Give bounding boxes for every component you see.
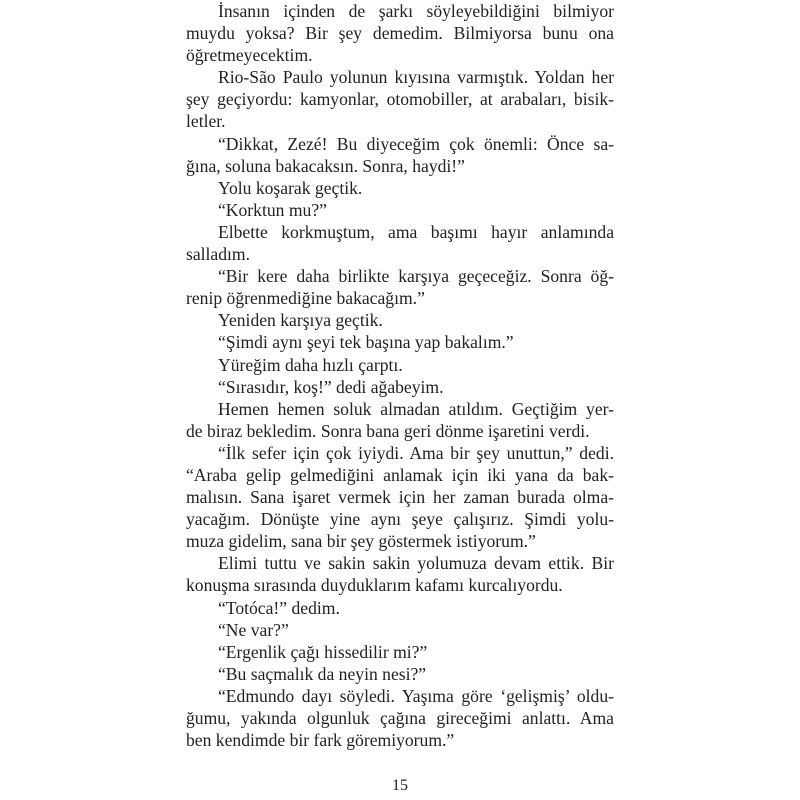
text-line: şey geçiyordu: kamyonlar, otomobiller, at arabaları, bisik- <box>186 89 614 110</box>
text-line: “Sırasıdır, koş!” dedi ağabeyim. <box>218 376 444 397</box>
text-line: “Bu saçmalık da neyin nesi?” <box>218 663 427 684</box>
text-line: “Bir kere daha birlikte karşıya geçeceğiz. Sonra öğ- <box>218 266 614 287</box>
text-line: letler. <box>186 111 226 132</box>
text-line: “Totóca!” dedim. <box>218 597 340 618</box>
text-line: konuşma sırasında duyduklarım kafamı kurcalıyordu. <box>186 575 563 596</box>
text-line: Yüreğim daha hızlı çarptı. <box>218 354 403 375</box>
text-line: “İlk sefer için çok iyiydi. Ama bir şey unuttun,” dedi. <box>218 442 614 463</box>
book-page <box>186 0 614 800</box>
text-line: “Ergenlik çağı hissedilir mi?” <box>218 641 428 662</box>
text-line: ben kendimde bir fark göremiyorum.” <box>186 730 455 751</box>
text-line: renip öğrenmediğine bakacağım.” <box>186 288 425 309</box>
text-line: salladım. <box>186 244 251 265</box>
text-line: “Ne var?” <box>218 619 289 640</box>
text-line: Elbette korkmuştum, ama başımı hayır anlamında <box>218 221 614 242</box>
text-line: “Dikkat, Zezé! Bu diyeceğim çok önemli: Önce sa- <box>218 133 614 154</box>
page-number: 15 <box>392 777 408 794</box>
text-line: İnsanın içinden de şarkı söyleyebildiğini bilmiyor <box>218 1 614 21</box>
body-text <box>186 0 614 751</box>
text-line: öğretmeyecektim. <box>186 45 313 66</box>
text-line: muza gidelim, sana bir şey göstermek istiyorum.” <box>186 531 536 552</box>
text-line: ğumu, yakında olgunluk çağına gireceğimi anlattı. Ama <box>186 708 614 728</box>
text-line: “Şimdi aynı şeyi tek başına yap bakalım.” <box>218 332 514 353</box>
text-line: muydu yoksa? Bir şey demedim. Bilmiyorsa bunu ona <box>186 23 614 44</box>
text-line: Hemen hemen soluk almadan atıldım. Geçtiğim yer- <box>218 398 614 419</box>
text-line: “Edmundo dayı söyledi. Yaşıma göre ‘gelişmiş’ oldu- <box>218 685 614 706</box>
text-line: Elimi tuttu ve sakin sakin yolumuza devam ettik. Bir <box>218 553 614 574</box>
text-line: malısın. Sana işaret vermek için her zaman burada olma- <box>186 487 614 508</box>
text-line: yacağım. Dönüşte yine aynı şeye çalışırız. Şimdi yolu- <box>186 509 614 530</box>
text-line: “Araba gelip gelmediğini anlamak için iki yana da bak- <box>186 464 614 485</box>
text-line: ğına, soluna bakacaksın. Sonra, haydi!” <box>186 155 465 176</box>
text-line: Yeniden karşıya geçtik. <box>218 310 383 331</box>
text-line: Yolu koşarak geçtik. <box>218 177 363 198</box>
text-line: Rio-São Paulo yolunun kıyısına varmıştık. Yoldan her <box>218 67 614 88</box>
text-line: “Korktun mu?” <box>218 199 327 220</box>
text-line: de biraz bekledim. Sonra bana geri dönme işaretini verdi. <box>186 420 590 441</box>
